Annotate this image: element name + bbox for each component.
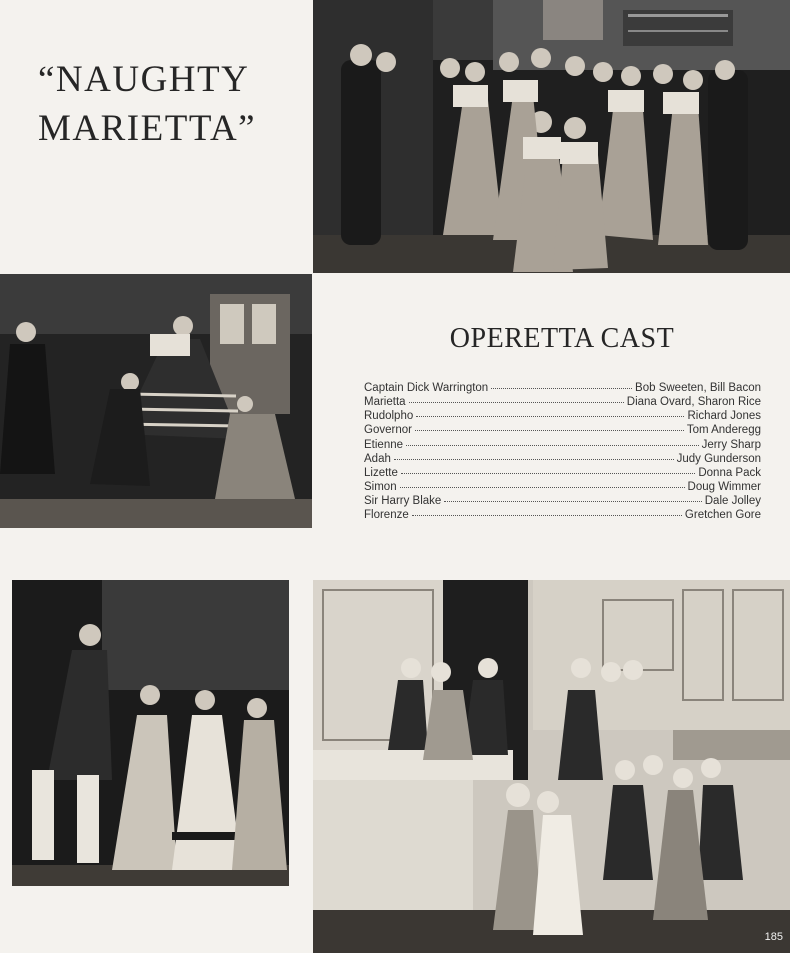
cast-heading: OPERETTA CAST [449, 323, 675, 354]
cast-role: Simon [364, 481, 397, 494]
cast-role: Captain Dick Warrington [364, 382, 489, 394]
cast-role: Sir Harry Blake [364, 495, 442, 508]
cast-role: Rudolpho [364, 410, 414, 423]
dot-leader [400, 486, 685, 488]
dot-leader [444, 500, 701, 502]
cast-role: Lizette [364, 466, 398, 479]
cast-row [364, 480, 761, 494]
cast-row [364, 395, 761, 409]
cast-row [364, 508, 761, 522]
cast-actor: Bob Sweeten, Bill Bacon [635, 382, 761, 394]
dot-leader [406, 444, 699, 446]
dot-leader [491, 387, 632, 389]
cast-row [364, 423, 761, 437]
cast-row [364, 438, 761, 452]
page-title [38, 55, 256, 153]
cast-role: Marietta [364, 396, 406, 409]
dot-leader [412, 514, 682, 516]
dot-leader [415, 429, 684, 431]
cast-actor: Judy Gunderson [676, 452, 761, 465]
dot-leader [401, 472, 695, 474]
cast-role: Governor [364, 424, 412, 437]
title-line-1: “NAUGHTY [38, 59, 250, 100]
cast-actor: Donna Pack [698, 466, 761, 479]
dot-leader [409, 401, 624, 403]
photo-ballroom-scene [313, 580, 790, 953]
cast-actor: Jerry Sharp [701, 438, 761, 451]
cast-actor: Dale Jolley [704, 495, 761, 508]
cast-actor: Richard Jones [687, 410, 761, 423]
photo-officer-and-ladies [12, 580, 289, 886]
cast-actor: Tom Anderegg [686, 424, 761, 437]
cast-row [364, 452, 761, 466]
cast-actor: Diana Ovard, Sharon Rice [626, 396, 761, 409]
page-number: 185 [764, 931, 783, 943]
dot-leader [416, 415, 684, 417]
cast-role: Etienne [364, 438, 404, 451]
cast-actor: Gretchen Gore [684, 509, 761, 522]
cast-role: Adah [364, 452, 391, 465]
cast-actor: Doug Wimmer [687, 481, 761, 494]
cast-role: Florenze [364, 509, 409, 522]
photo-chorus-line [313, 0, 790, 273]
title-line-2: MARIETTA” [38, 108, 257, 149]
cast-row [364, 494, 761, 508]
cast-row [364, 466, 761, 480]
cast-row [364, 409, 761, 423]
cast-row [364, 381, 761, 395]
cast-list [364, 381, 761, 523]
photo-dancer [0, 274, 312, 528]
dot-leader [394, 458, 674, 460]
